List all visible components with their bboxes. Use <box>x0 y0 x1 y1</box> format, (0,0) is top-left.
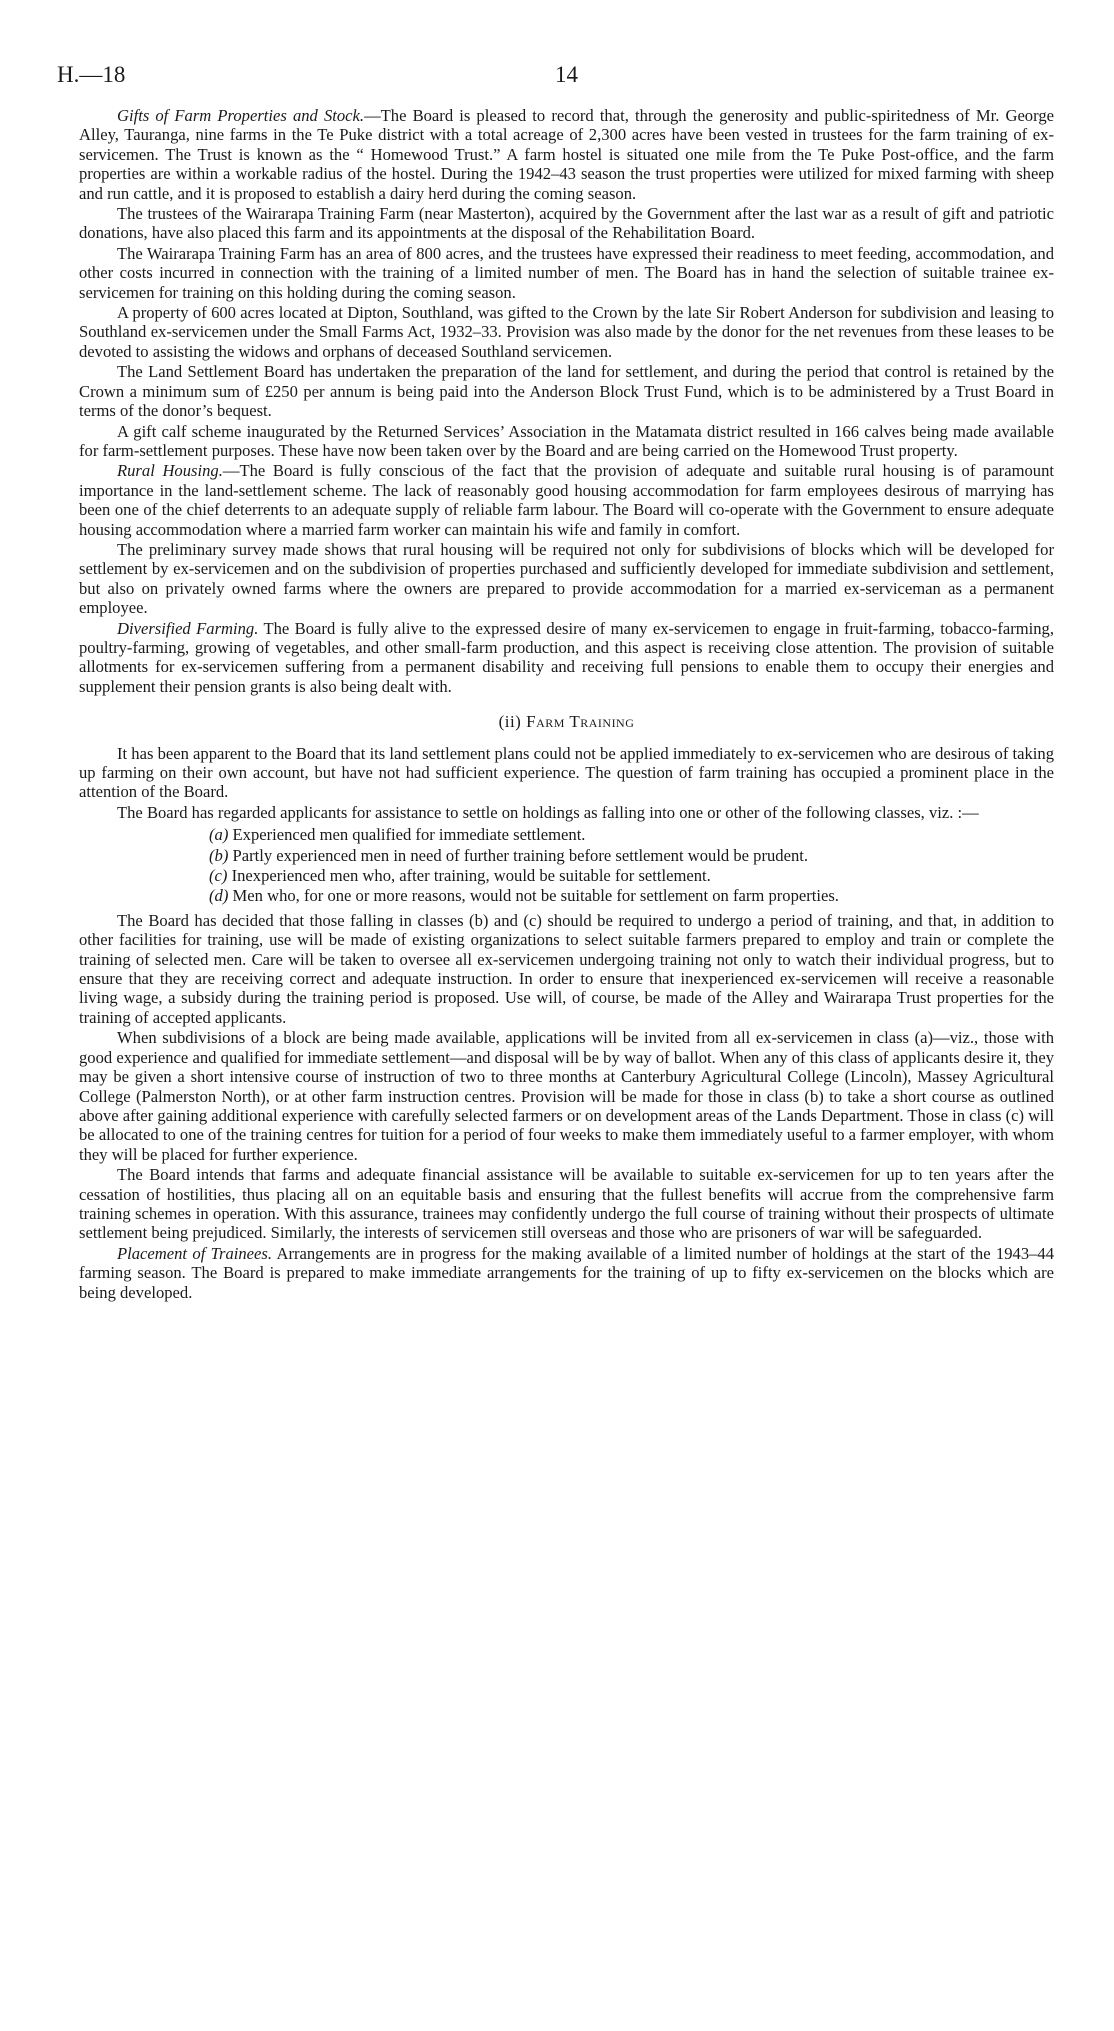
paragraphs-section-two <box>79 744 1054 823</box>
paragraph-text: The Board has decided that those falling in classes (b) and (c) should be required to undergo a period of training, and that, in addition to other facilities for training, use will be made of existing organizations to select suitable farmers prepared to employ and train or complete the training of selected men. Care will be taken to oversee all ex-servicemen undergoing training not only to watch their individual progress, but to ensure that they are receiving correct and adequate instruction. In order to ensure that inexperienced ex-servicemen will receive a reasonable living wage, a subsidy during the training period is proposed. Use will, of course, be made of the Alley and Wairarapa Trust properties for the training of accepted applicants. <box>79 910 1054 1027</box>
paragraph-text: —The Board is fully conscious of the fact that the provision of adequate and suitable rural housing is of paramount importance in the land-settlement scheme. The lack of reasonably good housing accommodation for farm employees desirous of marrying has been one of the chief deterrents to an adequate supply of reliable farm labour. The Board will co-operate with the Government to ensure adequate housing accommodation where a married farm worker can maintain his wife and family in comfort. <box>79 461 1054 539</box>
document-body <box>79 106 1054 1303</box>
page-number: 14 <box>555 62 578 87</box>
class-label: (c) <box>209 866 228 886</box>
paragraph <box>79 1028 1054 1164</box>
paragraph-heading: Diversified Farming. <box>117 618 259 638</box>
applicant-class-item <box>209 825 1054 844</box>
paragraph <box>79 1244 1054 1302</box>
class-description: Men who, for one or more reasons, would not be suitable for settlement on farm properties. <box>232 886 839 906</box>
class-label: (d) <box>209 886 229 906</box>
applicant-class-list <box>79 825 1054 906</box>
class-description: Experienced men qualified for immediate settlement. <box>232 825 586 845</box>
paragraphs-section-three <box>79 911 1054 1302</box>
class-description: Partly experienced men in need of further training before settlement would be prudent. <box>232 845 809 865</box>
paragraph-text: —The Board is pleased to record that, through the generosity and public-spiritedness of Mr. George Alley, Tauranga, nine farms in the Te Puke district with a total acreage of 2,300 acres have been vested in trustees for the farm training of ex-servicemen. The Trust is known as the “ Homewood Trust.” A farm hostel is situated one mile from the Te Puke Post-office, and the farm properties are within a workable radius of the hostel. During the 1942–43 season the trust properties were utilized for mixed farming with sheep and run cattle, and it is proposed to establish a dairy herd during the coming season. <box>79 106 1054 203</box>
paragraph-text: The Board intends that farms and adequate financial assistance will be available to suitable ex-servicemen for up to ten years after the cessation of hostilities, thus placing all on an equitable basis and ensuring that the fullest benefits will accrue from the comprehensive farm training schemes in operation. With this assurance, trainees may confidently undergo the full course of training without their prospects of ultimate settlement being prejudiced. Similarly, the interests of servicemen still overseas and those who are prisoners of war will be safeguarded. <box>79 1165 1054 1243</box>
paragraph <box>79 744 1054 802</box>
paragraph <box>79 106 1054 203</box>
page-header <box>57 52 1057 88</box>
paragraph-text: The Wairarapa Training Farm has an area of 800 acres, and the trustees have expressed their readiness to meet feeding, accommodation, and other costs incurred in connection with the training of a limited number of men. The Board has in hand the selection of suitable trainee ex-servicemen for training on this holding during the coming season. <box>79 243 1054 302</box>
paragraph <box>79 803 1054 822</box>
paragraph-text: The Land Settlement Board has undertaken the preparation of the land for settlement, and during the period that control is retained by the Crown a minimum sum of £250 per annum is being paid into the Anderson Block Trust Fund, which is to be administered by a Trust Board in terms of the donor’s bequest. <box>79 362 1054 421</box>
paragraph <box>79 362 1054 420</box>
paragraph <box>79 303 1054 361</box>
paragraph-text: The Board has regarded applicants for assistance to settle on holdings as falling into one or other of the following classes, viz. :— <box>117 802 979 822</box>
paragraph-text: It has been apparent to the Board that its land settlement plans could not be applied immediately to ex-servicemen who are desirous of taking up farming on their own account, but have not had sufficient experience. The question of farm training has occupied a prominent place in the attention of the Board. <box>79 743 1054 802</box>
section-title: Farm Training <box>526 712 635 732</box>
paragraph <box>79 911 1054 1027</box>
applicant-class-item <box>209 866 1054 885</box>
paragraphs-section-one <box>79 106 1054 696</box>
paragraph <box>79 244 1054 302</box>
section-heading <box>79 712 1054 731</box>
paragraph-text: The trustees of the Wairarapa Training Farm (near Masterton), acquired by the Government after the last war as a result of gift and patriotic donations, have also placed this farm and its appointments at the disposal of the Rehabilitation Board. <box>79 204 1054 243</box>
paragraph <box>79 422 1054 461</box>
section-number: (ii) <box>498 712 522 732</box>
paragraph-text: The preliminary survey made shows that rural housing will be required not only for subdivisions of blocks which will be developed for settlement by ex-servicemen and on the subdivision of properties purchased and sufficiently developed for immediate subdivision and settlement, but also on privately owned farms where the owners are prepared to provide accommodation for a married ex-serviceman as a permanent employee. <box>79 539 1054 618</box>
paragraph-heading: Placement of Trainees. <box>117 1243 272 1263</box>
paragraph-heading: Rural Housing. <box>117 461 223 481</box>
document-reference: H.—18 <box>57 62 126 87</box>
paragraph-text: A gift calf scheme inaugurated by the Returned Services’ Association in the Matamata district resulted in 166 calves being made available for farm-settlement purposes. These have now been taken over by the Board and are being carried on the Homewood Trust property. <box>79 421 1054 460</box>
class-label: (a) <box>209 825 229 845</box>
paragraph-text: A property of 600 acres located at Dipton, Southland, was gifted to the Crown by the late Sir Robert Anderson for subdivision and leasing to Southland ex-servicemen under the Small Farms Act, 1932–33. Provision was also made by the donor for the net revenues from these leases to be devoted to assisting the widows and orphans of deceased Southland servicemen. <box>79 303 1054 361</box>
paragraph <box>79 204 1054 243</box>
paragraph-text: The Board is fully alive to the expressed desire of many ex-servicemen to engage in fruit-farming, tobacco-farming, poultry-farming, growing of vegetables, and other small-farm production, and this aspect is receiving close attention. The provision of suitable allotments for ex-servicemen suffering from a permanent disability and receiving full pensions to enable them to occupy their energies and supplement their pension grants is also being dealt with. <box>79 618 1055 696</box>
paragraph-text: When subdivisions of a block are being made available, applications will be invited from all ex-servicemen in class (a)—viz., those with good experience and qualified for immediate settlement—and disposal will be by way of ballot. When any of this class of applicants desire it, they may be given a short intensive course of instruction of two to three months at Canterbury Agricultural College (Lincoln), Massey Agricultural College (Palmerston North), or at other farm instruction centres. Provision will be made for those in class (b) to take a short course as outlined above after gaining additional experience with carefully selected farmers or on development areas of the Lands Department. Those in class (c) will be allocated to one of the training centres for tuition for a period of four weeks to make them immediately useful to a farmer employer, with whom they will be placed for further experience. <box>79 1028 1054 1164</box>
paragraph <box>79 540 1054 618</box>
paragraph <box>79 619 1054 697</box>
class-description: Inexperienced men who, after training, would be suitable for settlement. <box>231 866 711 886</box>
applicant-class-item <box>209 846 1054 865</box>
applicant-class-item <box>209 886 1054 905</box>
paragraph-text: Arrangements are in progress for the making available of a limited number of holdings at the start of the 1943–44 farming season. The Board is prepared to make immediate arrangements for the training of up to fifty ex-servicemen on the blocks which are being developed. <box>79 1243 1055 1302</box>
paragraph <box>79 461 1054 539</box>
paragraph <box>79 1165 1054 1243</box>
class-label: (b) <box>209 845 229 865</box>
paragraph-heading: Gifts of Farm Properties and Stock. <box>117 106 365 125</box>
